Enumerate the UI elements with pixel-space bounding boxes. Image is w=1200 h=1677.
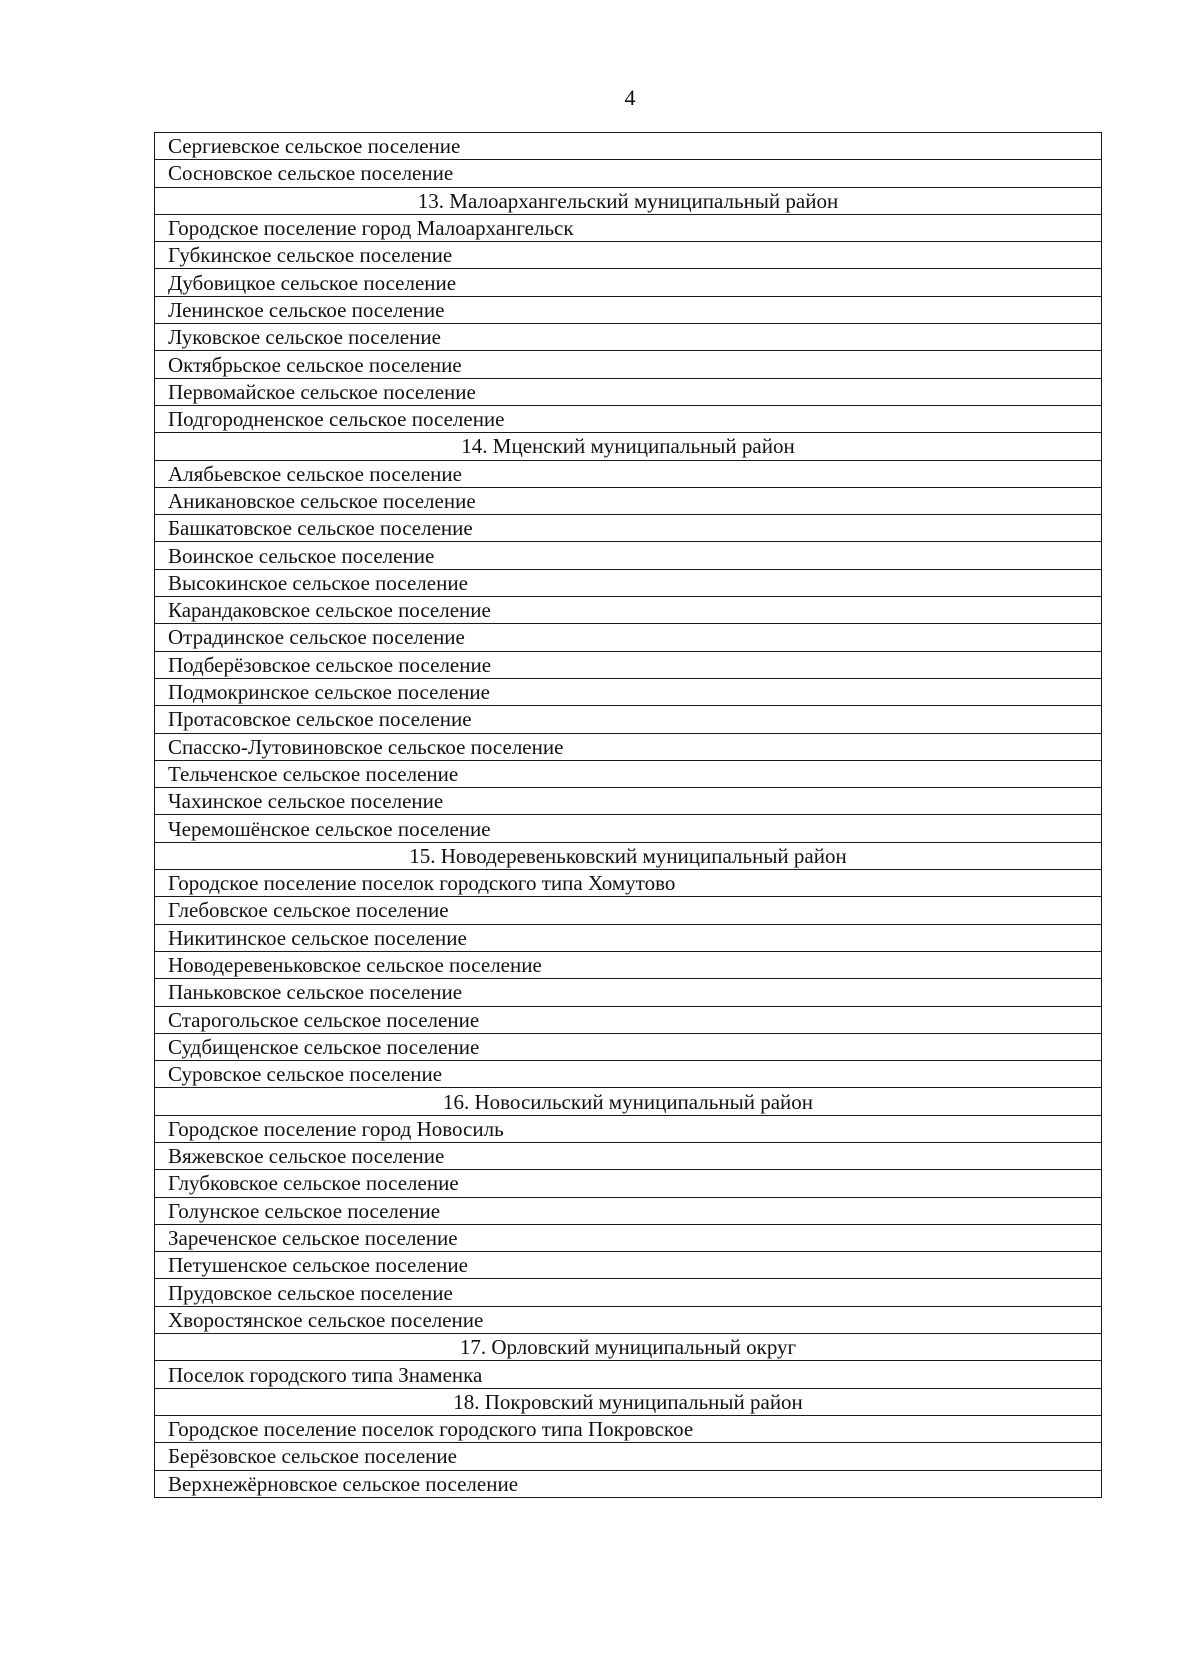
settlement-name-cell: Спасско-Лутовиновское сельское поселение: [155, 733, 1102, 760]
settlement-row: [155, 1197, 1102, 1224]
settlement-name-cell: Никитинское сельское поселение: [155, 924, 1102, 951]
settlement-row: [155, 1061, 1102, 1088]
settlement-name-cell: Вяжевское сельское поселение: [155, 1142, 1102, 1169]
settlement-name-cell: Городское поселение поселок городского типа Хомутово: [155, 870, 1102, 897]
settlement-name-cell: Глубковское сельское поселение: [155, 1170, 1102, 1197]
settlement-row: [155, 1006, 1102, 1033]
settlement-name-cell: Высокинское сельское поселение: [155, 569, 1102, 596]
settlement-row: [155, 951, 1102, 978]
settlement-row: [155, 487, 1102, 514]
settlement-name-cell: Тельченское сельское поселение: [155, 760, 1102, 787]
settlement-name-cell: Городское поселение поселок городского типа Покровское: [155, 1415, 1102, 1442]
settlement-row: [155, 706, 1102, 733]
settlement-row: [155, 1443, 1102, 1470]
settlement-row: [155, 1306, 1102, 1333]
district-header-row: [155, 842, 1102, 869]
district-header-cell: 17. Орловский муниципальный округ: [155, 1334, 1102, 1361]
settlement-row: [155, 924, 1102, 951]
municipalities-table-body: [155, 133, 1102, 1498]
settlement-row: [155, 133, 1102, 160]
settlement-row: [155, 651, 1102, 678]
settlement-row: [155, 1033, 1102, 1060]
settlement-name-cell: Чахинское сельское поселение: [155, 788, 1102, 815]
settlement-name-cell: Алябьевское сельское поселение: [155, 460, 1102, 487]
district-header-cell: 14. Мценский муниципальный район: [155, 433, 1102, 460]
settlement-row: [155, 296, 1102, 323]
settlement-row: [155, 269, 1102, 296]
settlement-name-cell: Черемошёнское сельское поселение: [155, 815, 1102, 842]
settlement-row: [155, 160, 1102, 187]
district-header-cell: 13. Малоархангельский муниципальный район: [155, 187, 1102, 214]
settlement-row: [155, 1170, 1102, 1197]
settlement-name-cell: Подберёзовское сельское поселение: [155, 651, 1102, 678]
settlement-row: [155, 378, 1102, 405]
settlement-name-cell: Зареченское сельское поселение: [155, 1224, 1102, 1251]
settlement-name-cell: Сосновское сельское поселение: [155, 160, 1102, 187]
settlement-name-cell: Аникановское сельское поселение: [155, 487, 1102, 514]
settlement-name-cell: Сергиевское сельское поселение: [155, 133, 1102, 160]
settlement-row: [155, 678, 1102, 705]
settlement-row: [155, 351, 1102, 378]
district-header-cell: 15. Новодеревеньковский муниципальный район: [155, 842, 1102, 869]
municipalities-table: [154, 132, 1102, 1498]
settlement-row: [155, 788, 1102, 815]
settlement-row: [155, 515, 1102, 542]
settlement-name-cell: Старогольское сельское поселение: [155, 1006, 1102, 1033]
settlement-name-cell: Башкатовское сельское поселение: [155, 515, 1102, 542]
settlement-row: [155, 542, 1102, 569]
settlement-name-cell: Суровское сельское поселение: [155, 1061, 1102, 1088]
settlement-name-cell: Дубовицкое сельское поселение: [155, 269, 1102, 296]
settlement-row: [155, 460, 1102, 487]
district-header-row: [155, 1334, 1102, 1361]
settlement-row: [155, 324, 1102, 351]
settlement-row: [155, 1470, 1102, 1497]
settlement-name-cell: Хворостянское сельское поселение: [155, 1306, 1102, 1333]
settlement-row: [155, 760, 1102, 787]
settlement-row: [155, 1279, 1102, 1306]
settlement-name-cell: Подгородненское сельское поселение: [155, 405, 1102, 432]
district-header-row: [155, 187, 1102, 214]
settlement-row: [155, 597, 1102, 624]
settlement-row: [155, 815, 1102, 842]
settlement-row: [155, 897, 1102, 924]
settlement-name-cell: Луковское сельское поселение: [155, 324, 1102, 351]
settlement-row: [155, 1115, 1102, 1142]
settlement-name-cell: Берёзовское сельское поселение: [155, 1443, 1102, 1470]
settlement-row: [155, 1415, 1102, 1442]
settlement-name-cell: Губкинское сельское поселение: [155, 242, 1102, 269]
settlement-name-cell: Городское поселение город Новосиль: [155, 1115, 1102, 1142]
settlement-name-cell: Октябрьское сельское поселение: [155, 351, 1102, 378]
settlement-name-cell: Глебовское сельское поселение: [155, 897, 1102, 924]
settlement-row: [155, 1252, 1102, 1279]
settlement-name-cell: Первомайское сельское поселение: [155, 378, 1102, 405]
settlement-name-cell: Отрадинское сельское поселение: [155, 624, 1102, 651]
district-header-row: [155, 1388, 1102, 1415]
district-header-cell: 16. Новосильский муниципальный район: [155, 1088, 1102, 1115]
settlement-name-cell: Верхнежёрновское сельское поселение: [155, 1470, 1102, 1497]
settlement-row: [155, 1142, 1102, 1169]
settlement-row: [155, 214, 1102, 241]
settlement-name-cell: Протасовское сельское поселение: [155, 706, 1102, 733]
settlement-row: [155, 1361, 1102, 1388]
settlement-name-cell: Судбищенское сельское поселение: [155, 1033, 1102, 1060]
district-header-row: [155, 433, 1102, 460]
settlement-name-cell: Паньковское сельское поселение: [155, 979, 1102, 1006]
settlement-name-cell: Поселок городского типа Знаменка: [155, 1361, 1102, 1388]
settlement-name-cell: Новодеревеньковское сельское поселение: [155, 951, 1102, 978]
settlement-name-cell: Прудовское сельское поселение: [155, 1279, 1102, 1306]
settlement-name-cell: Голунское сельское поселение: [155, 1197, 1102, 1224]
district-header-row: [155, 1088, 1102, 1115]
page-number: 4: [624, 85, 636, 110]
settlement-row: [155, 870, 1102, 897]
settlement-row: [155, 569, 1102, 596]
settlement-name-cell: Городское поселение город Малоархангельск: [155, 214, 1102, 241]
settlement-name-cell: Подмокринское сельское поселение: [155, 678, 1102, 705]
settlement-name-cell: Ленинское сельское поселение: [155, 296, 1102, 323]
settlement-row: [155, 242, 1102, 269]
settlement-name-cell: Петушенское сельское поселение: [155, 1252, 1102, 1279]
settlement-row: [155, 624, 1102, 651]
settlement-name-cell: Карандаковское сельское поселение: [155, 597, 1102, 624]
settlement-row: [155, 405, 1102, 432]
settlement-row: [155, 733, 1102, 760]
district-header-cell: 18. Покровский муниципальный район: [155, 1388, 1102, 1415]
settlement-name-cell: Воинское сельское поселение: [155, 542, 1102, 569]
settlement-row: [155, 1224, 1102, 1251]
settlement-row: [155, 979, 1102, 1006]
